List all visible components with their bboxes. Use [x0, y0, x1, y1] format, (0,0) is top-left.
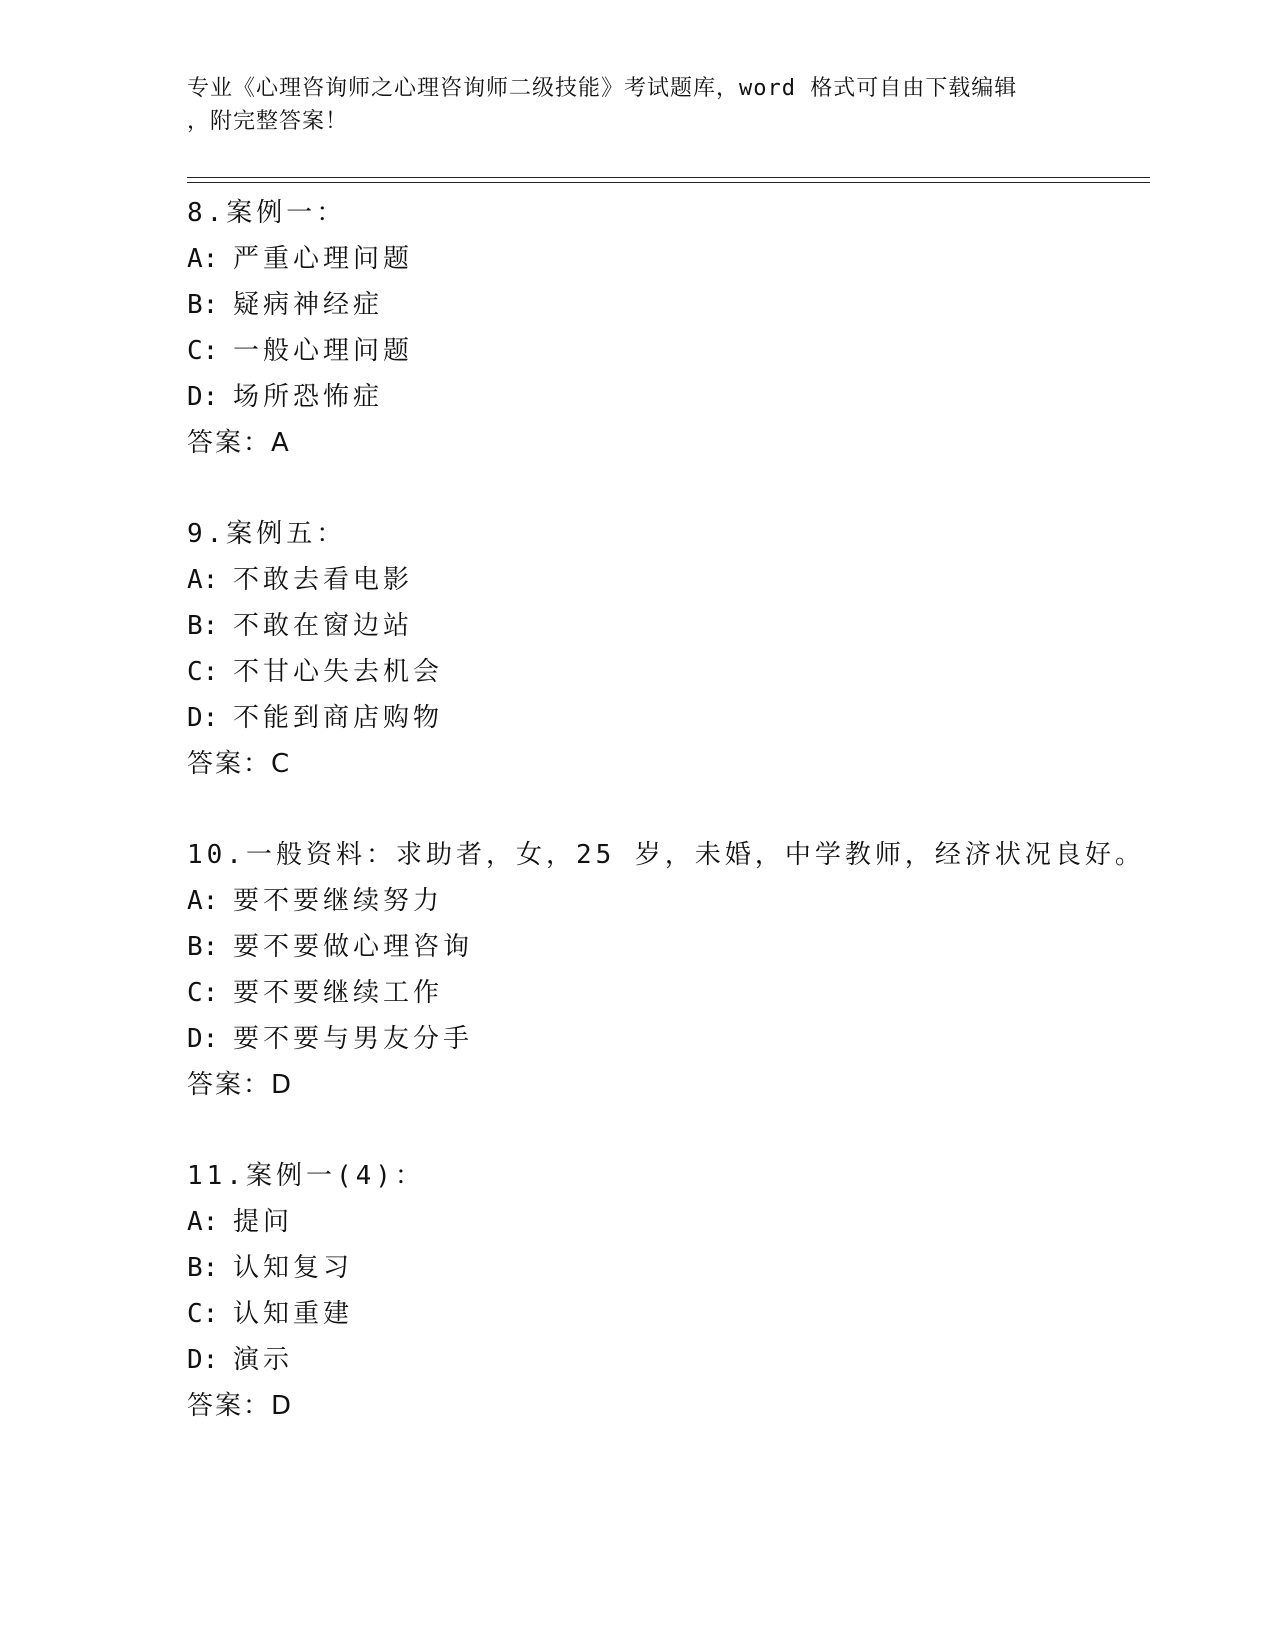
option-c [187, 1291, 1147, 1337]
option-letter: D: [187, 382, 219, 412]
option-text: 认知复习 [233, 1253, 354, 1283]
option-letter: B: [187, 1253, 219, 1283]
header-line-1: 专业《心理咨询师之心理咨询师二级技能》考试题库，word 格式可自由下载编辑 [187, 76, 1018, 101]
option-d [187, 1016, 1147, 1062]
option-a [187, 878, 1147, 924]
option-text: 要不要做心理咨询 [233, 932, 474, 962]
option-text: 要不要与男友分手 [233, 1024, 474, 1054]
option-letter: D: [187, 703, 219, 733]
option-letter: B: [187, 611, 219, 641]
option-a [187, 1199, 1147, 1245]
option-b [187, 603, 1147, 649]
answer-line: 答案：D [187, 1391, 294, 1421]
header-divider-bottom [187, 182, 1150, 183]
option-letter: A: [187, 565, 219, 595]
option-letter: D: [187, 1024, 219, 1054]
question-title: 11.案例一(4)： [187, 1161, 425, 1191]
answer-line: 答案：C [187, 749, 292, 779]
option-text: 不能到商店购物 [233, 703, 444, 733]
option-letter: C: [187, 1299, 219, 1329]
header-line-2: ，附完整答案！ [187, 109, 349, 134]
option-b [187, 1245, 1147, 1291]
option-text: 不甘心失去机会 [233, 657, 444, 687]
option-letter: A: [187, 1207, 219, 1237]
option-a [187, 236, 1147, 282]
option-letter: C: [187, 336, 219, 366]
option-text: 场所恐怖症 [233, 382, 384, 412]
option-text: 认知重建 [233, 1299, 354, 1329]
option-a [187, 557, 1147, 603]
option-text: 严重心理问题 [233, 244, 414, 274]
question-title: 10.一般资料：求助者，女，25 岁，未婚，中学教师，经济状况良好。 [187, 840, 1145, 870]
option-text: 要不要继续工作 [233, 978, 444, 1008]
option-letter: B: [187, 932, 219, 962]
option-d [187, 374, 1147, 420]
question-item [187, 832, 1147, 1108]
answer-line: 答案：A [187, 428, 291, 458]
question-item [187, 1153, 1147, 1429]
header-divider-top [187, 177, 1150, 178]
question-item [187, 190, 1147, 466]
document-header [187, 72, 1067, 138]
option-b [187, 282, 1147, 328]
option-c [187, 970, 1147, 1016]
option-text: 提问 [233, 1207, 294, 1237]
answer-line: 答案：D [187, 1070, 294, 1100]
option-text: 不敢在窗边站 [233, 611, 414, 641]
option-text: 一般心理问题 [233, 336, 414, 366]
option-letter: C: [187, 657, 219, 687]
option-letter: A: [187, 244, 219, 274]
question-title: 9.案例五： [187, 519, 347, 549]
option-letter: B: [187, 290, 219, 320]
option-text: 疑病神经症 [233, 290, 384, 320]
option-text: 要不要继续努力 [233, 886, 444, 916]
option-b [187, 924, 1147, 970]
option-letter: A: [187, 886, 219, 916]
option-letter: C: [187, 978, 219, 1008]
question-item [187, 511, 1147, 787]
question-title: 8.案例一： [187, 198, 347, 228]
question-list [187, 190, 1147, 1474]
option-text: 不敢去看电影 [233, 565, 414, 595]
option-c [187, 328, 1147, 374]
option-d [187, 1337, 1147, 1383]
option-c [187, 649, 1147, 695]
option-text: 演示 [233, 1345, 294, 1375]
option-letter: D: [187, 1345, 219, 1375]
option-d [187, 695, 1147, 741]
